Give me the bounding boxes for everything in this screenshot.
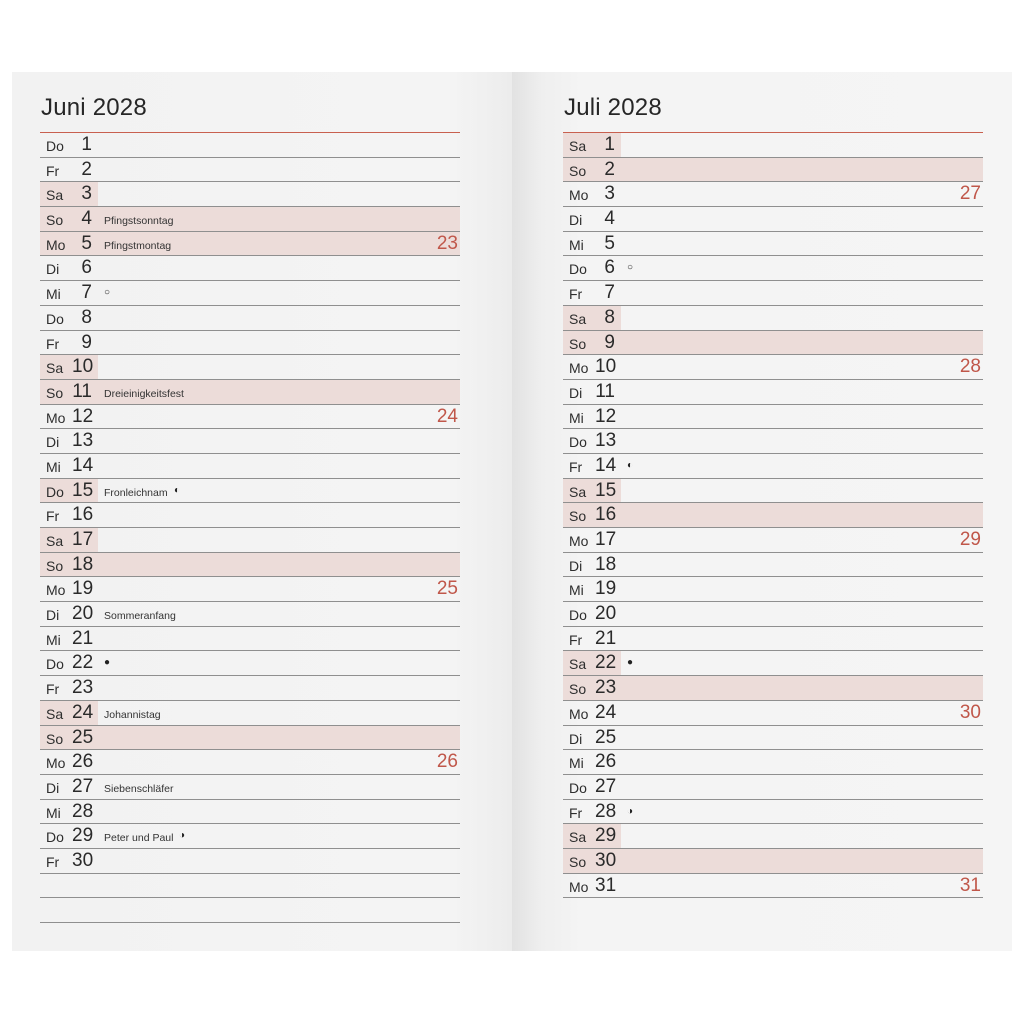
weekday-label: Mo <box>569 533 589 549</box>
weekday-label: Sa <box>569 138 587 154</box>
weekday-label: Do <box>46 138 64 154</box>
day-row <box>563 133 983 158</box>
page-july <box>512 72 1012 951</box>
day-row <box>40 726 460 751</box>
day-number: 4 <box>604 208 615 230</box>
day-row <box>563 454 983 479</box>
day-number: 6 <box>81 257 92 279</box>
weekday-label: Mo <box>46 409 66 426</box>
weekday-label: Mo <box>569 705 589 722</box>
day-number: 26 <box>595 751 617 773</box>
day-row <box>40 380 460 405</box>
day-row <box>563 824 983 849</box>
weekday-label: Sa <box>46 533 64 549</box>
day-number: 13 <box>595 430 617 452</box>
day-row <box>563 627 983 652</box>
weekday-label: Fr <box>569 804 583 821</box>
holiday-note: Johannistag <box>104 708 161 721</box>
day-number: 26 <box>72 751 94 773</box>
moon-phase-icon: ○ <box>104 287 111 299</box>
day-number: 9 <box>604 331 615 353</box>
day-row <box>563 232 983 257</box>
week-number: 29 <box>959 529 981 550</box>
day-number: 17 <box>72 529 94 550</box>
day-row <box>40 750 460 775</box>
weekday-label: So <box>569 335 587 352</box>
weekend-highlight <box>40 898 98 922</box>
weekday-label: Di <box>569 212 583 229</box>
holiday-note: Fronleichnam <box>104 486 168 499</box>
day-number: 28 <box>595 800 617 822</box>
weekday-label: Do <box>46 310 64 327</box>
day-number: 30 <box>72 849 94 871</box>
day-row <box>563 553 983 578</box>
day-number: 1 <box>81 134 92 155</box>
day-number: 23 <box>72 677 94 699</box>
day-number: 24 <box>72 701 94 723</box>
holiday-note: Sommeranfang <box>104 610 176 623</box>
weekday-label: Fr <box>46 508 60 525</box>
week-number: 27 <box>959 183 981 205</box>
day-number: 11 <box>72 380 92 402</box>
weekday-label: Do <box>569 434 587 451</box>
moon-phase-icon: ● <box>104 657 111 669</box>
day-row <box>563 726 983 751</box>
day-row <box>563 207 983 232</box>
day-row <box>40 553 460 578</box>
day-row <box>40 207 460 232</box>
month-title: Juli 2028 <box>564 94 662 121</box>
day-number: 28 <box>72 800 94 822</box>
weekday-label: Mo <box>569 360 589 377</box>
weekday-label: Fr <box>46 681 60 698</box>
day-row <box>563 651 983 676</box>
day-row <box>40 331 460 356</box>
day-row <box>563 577 983 602</box>
day-number: 11 <box>595 380 615 402</box>
weekday-label: So <box>569 508 587 525</box>
day-row <box>563 874 983 899</box>
weekday-label: So <box>569 853 587 870</box>
moon-phase-icon: ● <box>627 657 634 669</box>
day-row <box>563 380 983 405</box>
day-row <box>563 405 983 430</box>
day-row <box>563 331 983 356</box>
day-row <box>563 750 983 775</box>
day-number: 23 <box>595 677 617 699</box>
day-row <box>40 775 460 800</box>
day-number: 18 <box>595 553 617 575</box>
day-number: 2 <box>81 158 92 180</box>
weekday-label: Mo <box>46 236 66 253</box>
weekend-highlight <box>40 874 98 898</box>
day-number: 29 <box>72 825 94 847</box>
weekday-label: So <box>569 681 587 698</box>
day-number: 10 <box>595 356 617 378</box>
day-row <box>563 800 983 825</box>
weekday-label: Di <box>569 730 583 747</box>
week-number: 23 <box>436 232 458 254</box>
weekday-label: Mi <box>46 804 61 821</box>
day-number: 3 <box>81 183 92 205</box>
weekday-label: Fr <box>569 286 583 303</box>
day-row <box>563 256 983 281</box>
weekday-label: So <box>46 212 64 229</box>
day-number: 4 <box>81 208 92 230</box>
day-row <box>563 158 983 183</box>
day-row <box>40 405 460 430</box>
day-number: 21 <box>72 627 94 649</box>
day-number: 18 <box>72 553 94 575</box>
weekday-label: So <box>569 162 587 179</box>
weekday-label: Sa <box>46 705 64 722</box>
week-number: 26 <box>436 751 458 773</box>
day-row <box>40 355 460 380</box>
day-number: 6 <box>604 257 615 279</box>
day-row <box>563 503 983 528</box>
weekday-label: Di <box>46 607 60 624</box>
day-row <box>40 651 460 676</box>
weekday-label: Mo <box>569 187 589 204</box>
day-row <box>563 528 983 553</box>
holiday-note: Pfingstmontag <box>104 239 172 252</box>
weekday-label: Mi <box>569 409 584 426</box>
page-june <box>12 72 512 951</box>
day-number: 31 <box>595 874 617 896</box>
day-number: 25 <box>595 726 617 748</box>
week-number: 24 <box>436 405 458 427</box>
day-row <box>40 133 460 158</box>
day-row <box>563 701 983 726</box>
day-number: 22 <box>595 652 617 674</box>
weekday-label: Di <box>46 434 60 451</box>
moon-phase-icon: ◐ <box>627 459 634 471</box>
day-number: 21 <box>595 627 617 649</box>
weekday-label: Mi <box>569 582 584 599</box>
holiday-note: Dreieinigkeitsfest <box>104 387 184 400</box>
planner-spread <box>12 72 1012 951</box>
weekday-label: Fr <box>569 631 583 648</box>
day-number: 17 <box>595 529 617 550</box>
day-number: 25 <box>72 726 94 748</box>
day-number: 9 <box>81 331 92 353</box>
weekday-label: Di <box>46 779 60 796</box>
holiday-note: Pfingstsonntag <box>104 215 174 228</box>
day-row <box>40 182 460 207</box>
weekday-label: Sa <box>569 310 587 327</box>
week-number: 25 <box>436 578 458 600</box>
day-number: 7 <box>604 282 615 304</box>
day-number: 2 <box>604 158 615 180</box>
day-number: 5 <box>604 232 615 254</box>
weekday-label: Fr <box>46 335 60 352</box>
day-row <box>563 479 983 504</box>
weekday-label: Di <box>46 261 60 278</box>
day-row <box>40 429 460 454</box>
weekday-label: Sa <box>569 483 587 500</box>
day-row <box>40 874 460 899</box>
day-number: 1 <box>604 134 615 155</box>
day-row <box>563 602 983 627</box>
day-row <box>563 849 983 874</box>
day-row <box>40 824 460 849</box>
weekday-label: Sa <box>46 360 64 377</box>
weekday-label: Di <box>569 557 583 574</box>
day-row <box>40 256 460 281</box>
day-row <box>563 281 983 306</box>
weekday-label: So <box>46 557 64 574</box>
day-row <box>563 676 983 701</box>
day-number: 12 <box>595 405 617 427</box>
day-list <box>563 133 983 898</box>
weekday-label: Mi <box>569 755 584 772</box>
weekday-label: Mi <box>46 631 61 648</box>
day-row <box>563 182 983 207</box>
day-row <box>40 577 460 602</box>
day-number: 30 <box>595 849 617 871</box>
day-row <box>40 454 460 479</box>
moon-phase-icon: ◐ <box>174 484 181 496</box>
weekday-label: Mi <box>46 458 61 475</box>
weekday-label: Mi <box>46 286 61 303</box>
weekday-label: Mi <box>569 236 584 253</box>
weekday-label: Mo <box>569 878 589 895</box>
week-number: 31 <box>959 874 981 896</box>
day-row <box>563 355 983 380</box>
weekday-label: Sa <box>46 187 64 204</box>
weekday-label: Do <box>569 261 587 278</box>
day-number: 16 <box>595 504 617 526</box>
day-number: 3 <box>604 183 615 205</box>
day-row <box>40 281 460 306</box>
weekday-label: Sa <box>569 829 587 846</box>
day-row <box>40 158 460 183</box>
day-number: 27 <box>72 775 94 797</box>
weekday-label: Mo <box>46 755 66 772</box>
moon-phase-icon: ○ <box>627 262 634 274</box>
day-row <box>40 503 460 528</box>
day-number: 29 <box>595 825 617 847</box>
weekday-label: Do <box>569 779 587 796</box>
weekday-label: Fr <box>46 162 60 179</box>
week-number: 28 <box>959 356 981 378</box>
day-number: 24 <box>595 701 617 723</box>
day-number: 19 <box>595 578 617 600</box>
month-title: Juni 2028 <box>41 94 147 121</box>
day-row <box>563 429 983 454</box>
weekday-label: So <box>46 384 64 401</box>
day-number: 8 <box>81 306 92 328</box>
day-number: 19 <box>72 578 94 600</box>
weekday-label: Do <box>46 656 64 673</box>
day-row <box>40 849 460 874</box>
day-row <box>40 232 460 257</box>
day-number: 16 <box>72 504 94 526</box>
day-number: 7 <box>81 282 92 304</box>
day-row <box>40 676 460 701</box>
moon-phase-icon: ◑ <box>179 830 186 842</box>
day-number: 15 <box>72 479 94 501</box>
weekday-label: Fr <box>46 853 60 870</box>
day-number: 15 <box>595 479 617 501</box>
holiday-note: Peter und Paul <box>104 832 174 845</box>
weekday-label: Fr <box>569 458 583 475</box>
weekday-label: Do <box>46 483 64 500</box>
holiday-note: Siebenschläfer <box>104 782 174 795</box>
day-row <box>40 800 460 825</box>
day-number: 13 <box>72 430 94 452</box>
day-row <box>563 775 983 800</box>
day-row <box>40 627 460 652</box>
moon-phase-icon: ◑ <box>627 805 634 817</box>
day-number: 8 <box>604 306 615 328</box>
week-number: 30 <box>959 701 981 723</box>
weekday-label: Sa <box>569 656 587 673</box>
weekday-label: Di <box>569 384 583 401</box>
day-row <box>40 479 460 504</box>
day-number: 10 <box>72 356 94 378</box>
weekday-label: So <box>46 730 64 747</box>
day-row <box>40 701 460 726</box>
day-row <box>563 306 983 331</box>
day-number: 14 <box>72 454 94 476</box>
weekday-label: Mo <box>46 582 66 599</box>
day-row <box>40 602 460 627</box>
weekday-label: Do <box>46 829 64 846</box>
day-number: 27 <box>595 775 617 797</box>
day-row <box>40 528 460 553</box>
day-list <box>40 133 460 923</box>
day-number: 20 <box>72 603 94 625</box>
day-number: 12 <box>72 405 94 427</box>
day-row <box>40 306 460 331</box>
day-number: 5 <box>81 232 92 254</box>
day-row <box>40 898 460 923</box>
weekday-label: Do <box>569 607 587 624</box>
day-number: 20 <box>595 603 617 625</box>
day-number: 22 <box>72 652 94 674</box>
day-number: 14 <box>595 454 617 476</box>
